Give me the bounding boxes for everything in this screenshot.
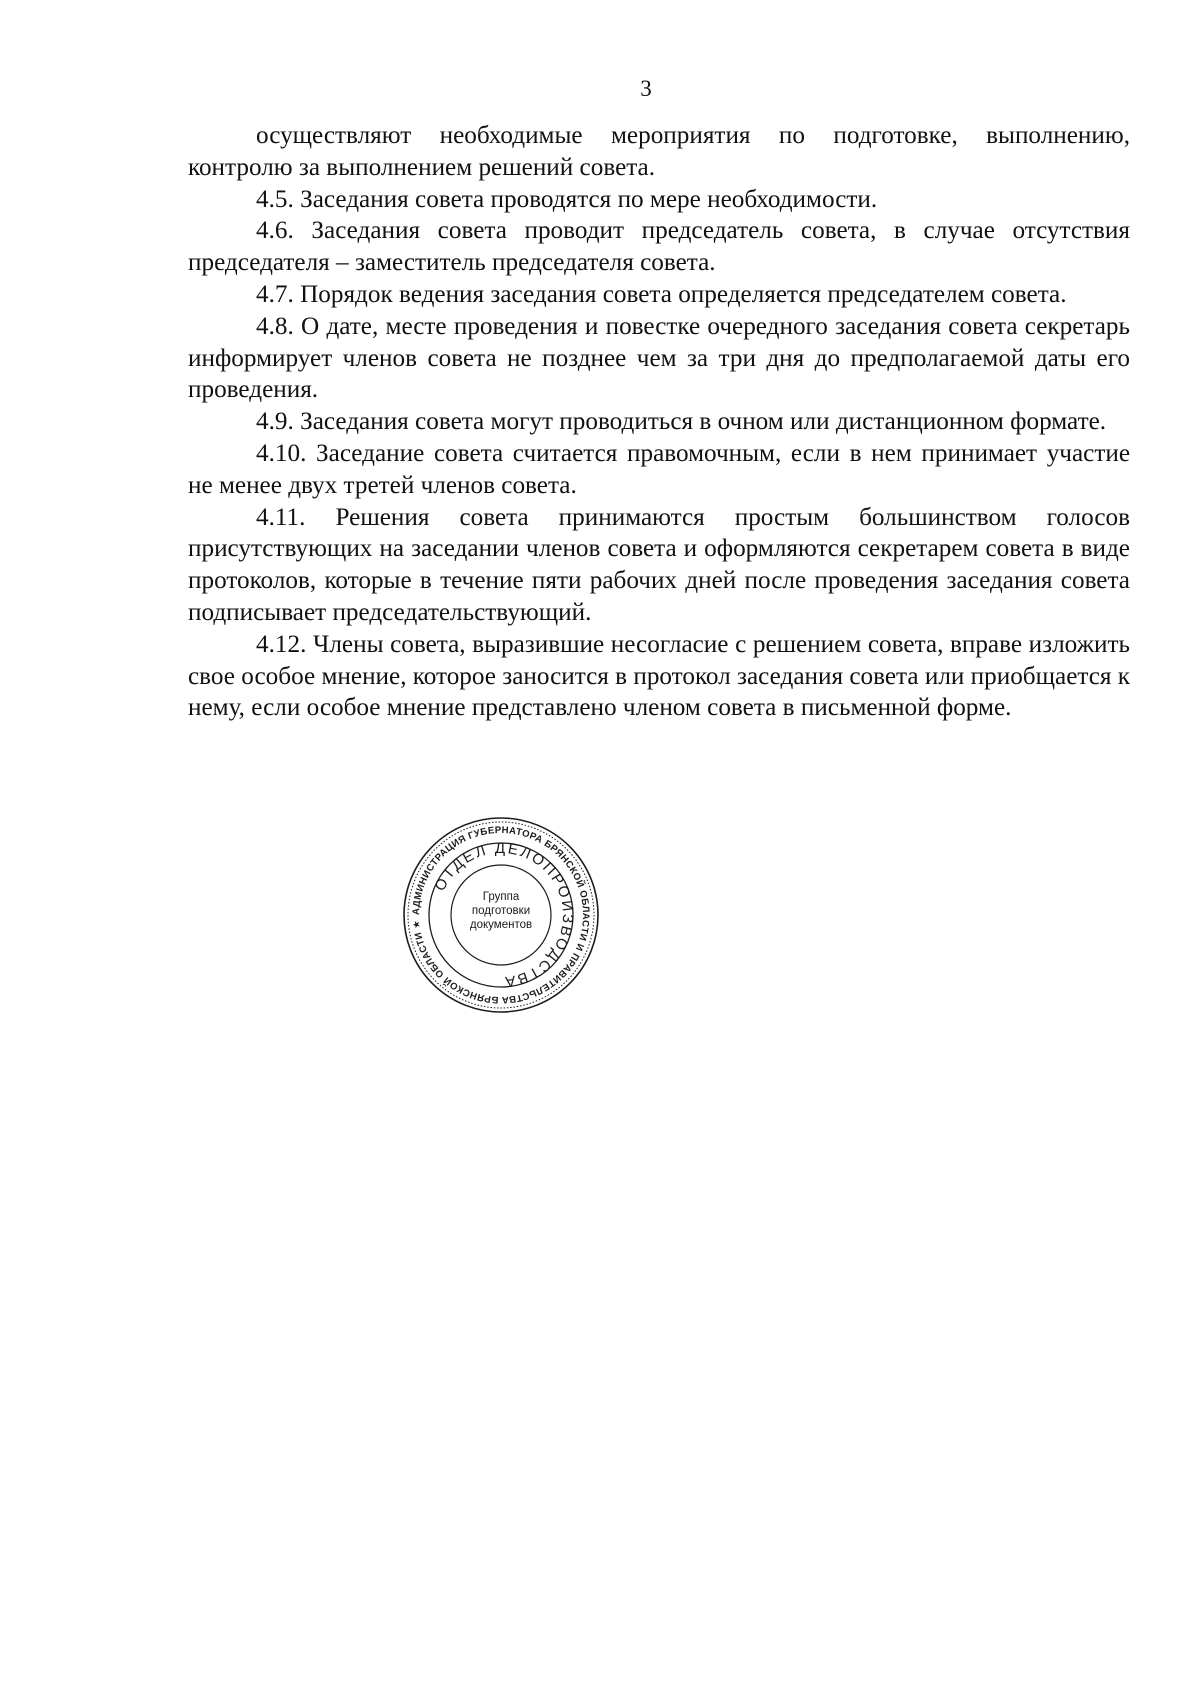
paragraph-4-11: 4.11. Решения совета принимаются простым большинством голосов присутствующих на заседании членов совета и оформляются секретарем совета в виде протоколов, которые в течение пяти рабочих дней после проведения заседания совета подписывает председательствующий. xyxy=(188,503,1130,626)
paragraph-4-6: 4.6. Заседания совета проводит председатель совета, в случае отсутствия председателя – заместитель председателя совета. xyxy=(188,217,1130,277)
stamp-center-line: Группа xyxy=(482,891,520,903)
paragraph-4-9: 4.9. Заседания совета могут проводиться в очном или дистанционном формате. xyxy=(256,408,1107,436)
paragraph-4-8: 4.8. О дате, месте проведения и повестке очередного заседания совета секретарь информирует членов совета не позднее чем за три дня до предполагаемой даты его проведения. xyxy=(188,312,1130,404)
paragraph-continuation: осуществляют необходимые мероприятия по подготовке, выполнению, контролю за выполнением решений совета. xyxy=(188,122,1130,181)
stamp-center-line: документов xyxy=(469,919,533,931)
official-stamp xyxy=(401,814,601,1016)
paragraph-4-10: 4.10. Заседание совета считается правомочным, если в нем принимает участие не менее двух третей членов совета. xyxy=(188,439,1130,499)
stamp-center-line: подготовки xyxy=(471,905,531,917)
document-body xyxy=(188,120,1130,724)
stamp-center-text xyxy=(449,890,553,932)
stamp-outer-ring-text: АДМИНИСТРАЦИЯ ГУБЕРНАТОРА БРЯНСКОЙ ОБЛАСТИ И ПРАВИТЕЛЬСТВА БРЯНСКОЙ ОБЛАСТИ ★ xyxy=(410,824,592,1006)
stamp-inner-ring-text: ОТДЕЛ ДЕЛОПРОИЗВОДСТВА xyxy=(431,839,577,991)
paragraph-4-12: 4.12. Члены совета, выразившие несогласие с решением совета, вправе изложить свое особое мнение, которое заносится в протокол заседания совета или приобщается к нему, если особое мнение представлено членом совета в письменной форме. xyxy=(188,630,1130,722)
paragraph-4-5: 4.5. Заседания совета проводятся по мере необходимости. xyxy=(256,185,878,213)
page-number: 3 xyxy=(640,76,652,101)
paragraph-4-7: 4.7. Порядок ведения заседания совета определяется председателем совета. xyxy=(256,280,1067,308)
